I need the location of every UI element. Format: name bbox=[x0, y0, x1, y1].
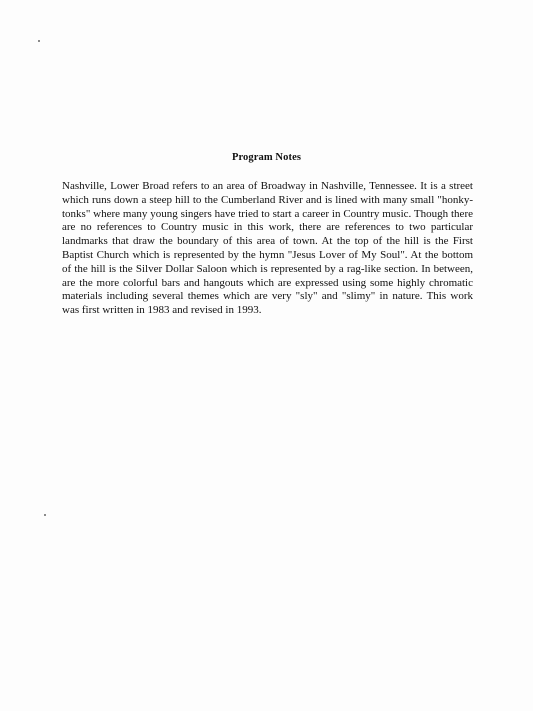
scan-speck bbox=[38, 40, 40, 42]
program-notes-paragraph: Nashville, Lower Broad refers to an area of Broadway in Nashville, Tennessee. It is a street which runs down a steep hill to the Cumberland River and is lined with many small "honky-tonks" where many young singers have tried to start a career in Country music. Though there are no references to Country music in this work, there are references to two particular landmarks that draw the boundary of this area of town. At the top of the hill is the First Baptist Church which is represented by the hymn "Jesus Lover of My Soul". At the bottom of the hill is the Silver Dollar Saloon which is represented by a rag-like section. In between, are the more colorful bars and hangouts which are expressed using some highly chromatic materials including several themes which are very "sly" and "slimy" in nature. This work was first written in 1983 and revised in 1993. bbox=[62, 180, 473, 317]
scan-speck bbox=[44, 514, 46, 516]
page-title: Program Notes bbox=[231, 152, 302, 163]
